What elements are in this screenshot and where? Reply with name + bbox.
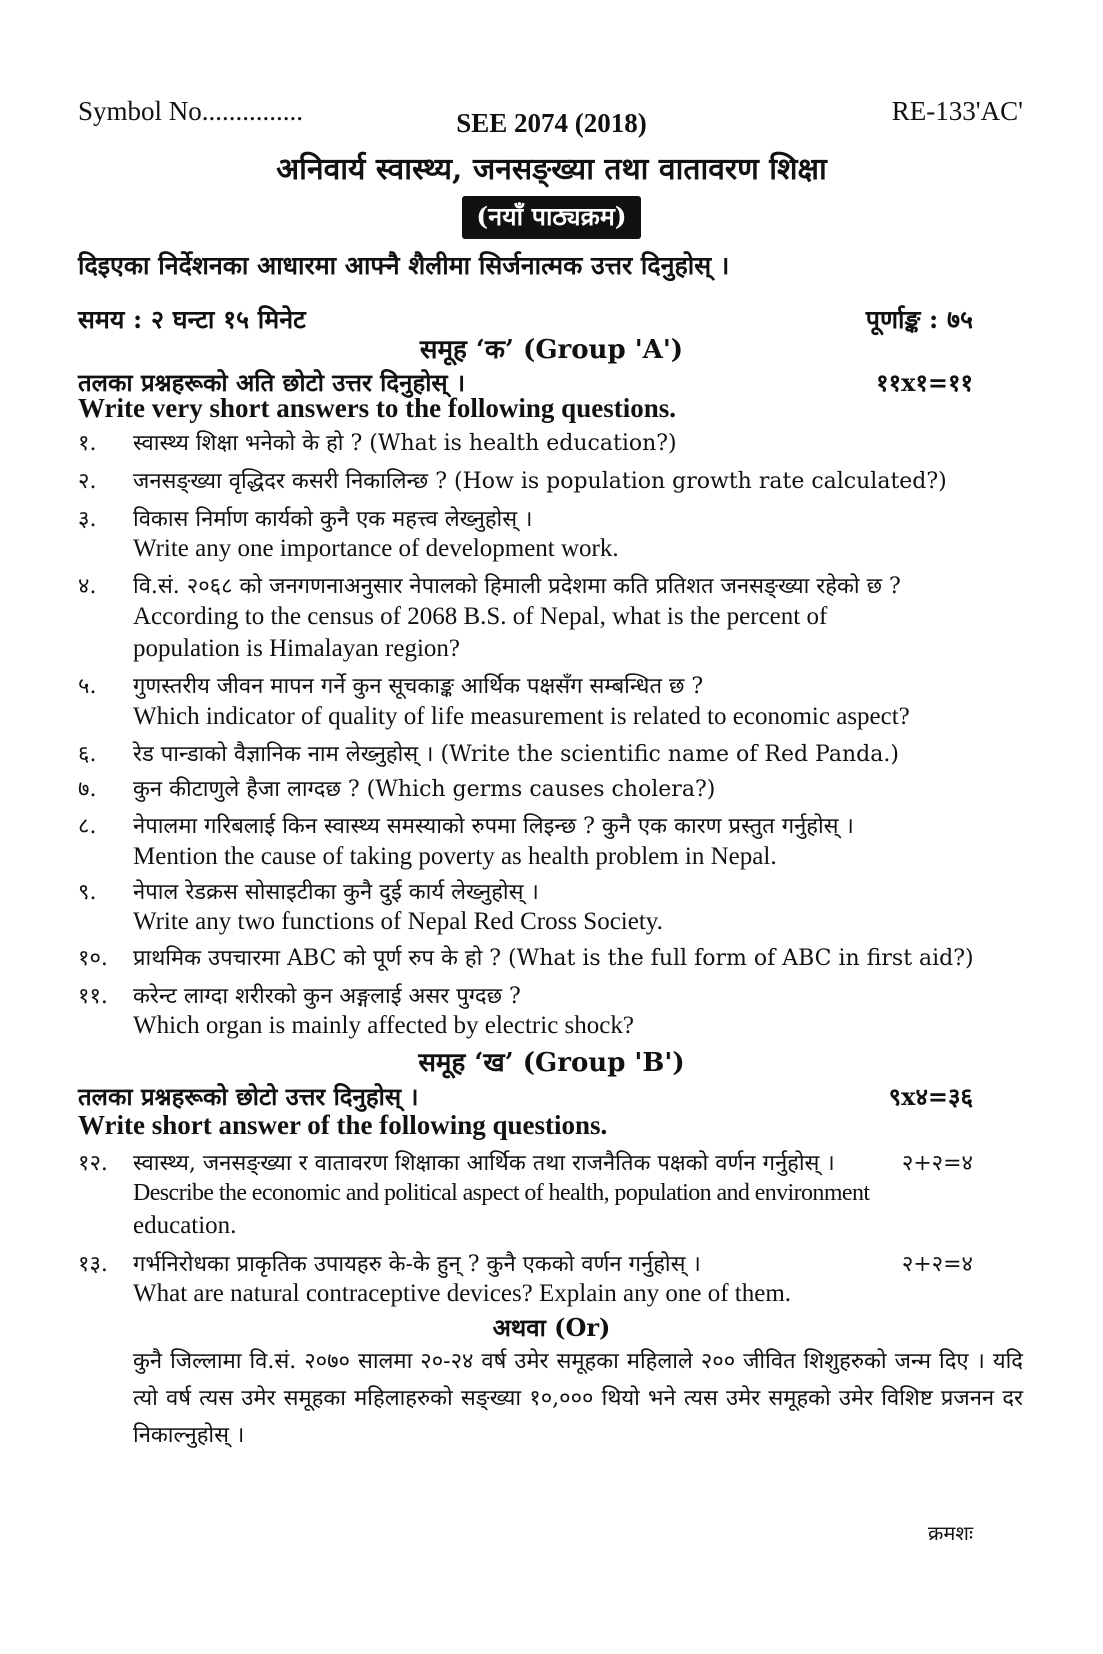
group-a-instruction-np: तलका प्रश्नहरूको अति छोटो उत्तर दिनुहोस् ।: [78, 368, 466, 397]
question-text: गुणस्तरीय जीवन मापन गर्ने कुन सूचकाङ्क आर्थिक पक्षसँग सम्बन्धित छ ?: [133, 674, 704, 699]
subject-title: अनिवार्य स्वास्थ्य, जनसङ्ख्या तथा वातावरण शिक्षा: [276, 152, 827, 187]
or-question-text: कुनै जिल्लामा वि.सं. २०७० सालमा २०-२४ वर्ष उमेर समूहका महिलाले २०० जीवित शिशुहरुको जन्म दिए । यदि त्यो वर्ष त्यस उमेर समूहका महिलाहरुको सङ्ख्या १०,००० थियो भने त्यस उमेर समूहको उमेर विशिष्ट प्रजनन दर निकाल्नुहोस् ।: [133, 1349, 1023, 1448]
full-marks: पूर्णाङ्क : ७५: [865, 305, 973, 334]
or-label: अथवा (Or): [492, 1313, 611, 1342]
question-text-en: Mention the cause of taking poverty as health problem in Nepal.: [133, 843, 777, 870]
group-b-marks: ९x४=३६: [888, 1082, 973, 1111]
question-text-en: According to the census of 2068 B.S. of Nepal, what is the percent of: [133, 603, 828, 630]
general-instruction: दिइएका निर्देशनका आधारमा आफ्नै शैलीमा सिर्जनात्मक उत्तर दिनुहोस् ।: [78, 251, 730, 280]
symbol-number-field: Symbol No...............: [78, 96, 304, 126]
question-text: गर्भनिरोधका प्राकृतिक उपायहरु के-के हुन् ? कुनै एकको वर्णन गर्नुहोस् ।: [133, 1252, 701, 1277]
question-number: ८.: [78, 814, 97, 839]
group-b-title: समूह ‘ख’ (Group 'B'): [418, 1048, 685, 1078]
question-text-en: Write any two functions of Nepal Red Cross Society.: [133, 908, 663, 935]
question-text: रेड पान्डाको वैज्ञानिक नाम लेख्नुहोस् । (Write the scientific name of Red Panda.): [133, 742, 899, 767]
group-a-title: समूह ‘क’ (Group 'A'): [419, 335, 684, 365]
question-text: स्वास्थ्य, जनसङ्ख्या र वातावरण शिक्षाका आर्थिक तथा राजनैतिक पक्षको वर्णन गर्नुहोस् ।: [133, 1151, 835, 1176]
question-text: नेपालमा गरिबलाई किन स्वास्थ्य समस्याको रुपमा लिइन्छ ? कुनै एक कारण प्रस्तुत गर्नुहोस् ।: [133, 814, 854, 839]
question-text: प्राथमिक उपचारमा ABC को पूर्ण रुप के हो ? (What is the full form of ABC in first aid?): [133, 946, 974, 971]
question-text-en: population is Himalayan region?: [133, 635, 461, 662]
question-text-en: Write any one importance of development work.: [133, 535, 619, 562]
continued-label: क्रमशः: [928, 1521, 973, 1545]
curriculum-badge-wrap: [0, 196, 1103, 239]
question-text: नेपाल रेडक्रस सोसाइटीका कुनै दुई कार्य लेख्नुहोस् ।: [133, 880, 539, 905]
question-text: जनसङ्ख्या वृद्धिदर कसरी निकालिन्छ ? (How is population growth rate calculated?): [133, 469, 947, 494]
question-number: ९.: [78, 880, 97, 905]
question-text-en: Which indicator of quality of life measurement is related to economic aspect?: [133, 703, 910, 730]
question-text: विकास निर्माण कार्यको कुनै एक महत्त्व लेख्नुहोस् ।: [133, 507, 533, 532]
question-text: स्वास्थ्य शिक्षा भनेको के हो ? (What is health education?): [133, 431, 677, 456]
group-a-marks: ११x१=११: [876, 368, 973, 397]
question-number: ४.: [78, 574, 97, 599]
question-text-en: education.: [133, 1212, 237, 1239]
question-number: १०.: [78, 946, 108, 971]
time-allowed: समय : २ घन्टा १५ मिनेट: [78, 305, 306, 334]
question-text: कुन कीटाणुले हैजा लाग्दछ ? (Which germs causes cholera?): [133, 777, 716, 802]
question-number: १२.: [78, 1151, 108, 1176]
group-a-instruction-en: Write very short answers to the following questions.: [78, 393, 676, 423]
group-b-instruction-en: Write short answer of the following questions.: [78, 1110, 608, 1140]
question-marks: २+२=४: [901, 1252, 973, 1277]
question-text: करेन्ट लाग्दा शरीरको कुन अङ्गलाई असर पुग्दछ ?: [133, 984, 521, 1009]
question-number: ११.: [78, 984, 108, 1009]
question-number: ३.: [78, 507, 97, 532]
group-b-instruction-np: तलका प्रश्नहरूको छोटो उत्तर दिनुहोस् ।: [78, 1082, 419, 1111]
question-text-en: What are natural contraceptive devices? Explain any one of them.: [133, 1280, 792, 1307]
question-number: १३.: [78, 1252, 108, 1277]
question-text: वि.सं. २०६८ को जनगणनाअनुसार नेपालको हिमाली प्रदेशमा कति प्रतिशत जनसङ्ख्या रहेको छ ?: [133, 574, 901, 599]
curriculum-badge: (नयाँ पाठ्यक्रम): [462, 196, 640, 239]
question-number: ७.: [78, 777, 97, 802]
question-number: २.: [78, 469, 97, 494]
question-number: ५.: [78, 674, 97, 699]
exam-title: SEE 2074 (2018): [456, 108, 647, 138]
paper-code: RE-133'AC': [891, 96, 1023, 126]
question-text-en: Which organ is mainly affected by electric shock?: [133, 1012, 634, 1039]
question-number: १.: [78, 431, 97, 456]
question-number: ६.: [78, 742, 97, 767]
question-text-en: Describe the economic and political aspect of health, population and environment: [133, 1180, 870, 1206]
question-marks: २+२=४: [901, 1151, 973, 1176]
